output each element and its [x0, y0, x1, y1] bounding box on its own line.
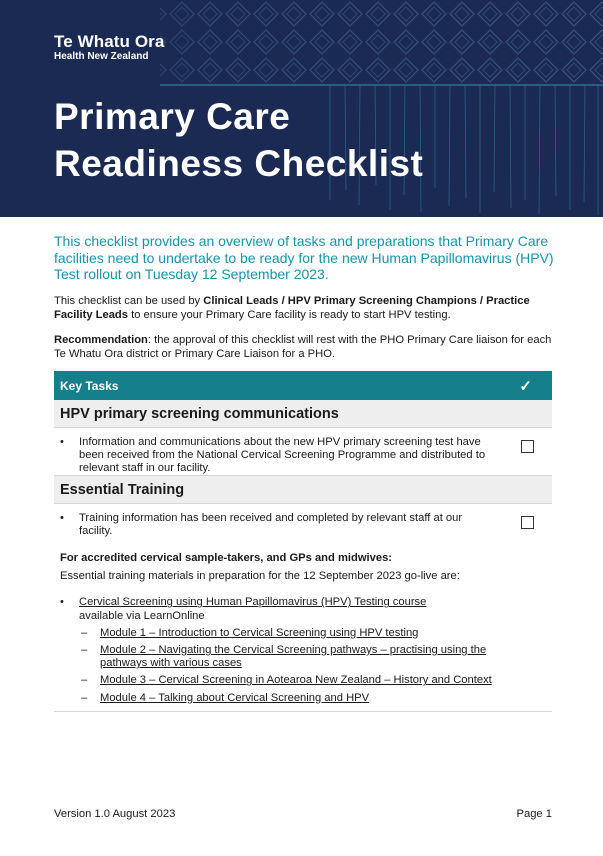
footer-version: Version 1.0 August 2023	[54, 808, 176, 820]
module-link-2[interactable]: Module 2 – Navigating the Cervical Screening pathways – practising using the pathways with various cases	[100, 644, 487, 670]
task-text: • Information and communications about the new HPV primary screening test have been received from the National Cervical Screening Programme and distributed to relevant staff in our facility.	[54, 436, 494, 476]
recommendation-text: : the approval of this checklist will rest with the PHO Primary Care liaison for each Te Whatu Ora district or Primary Care Liaison for a PHO.	[54, 334, 552, 360]
module-item	[54, 644, 494, 670]
header-banner	[0, 0, 603, 217]
table-header	[54, 371, 552, 400]
page-title-line1: Primary Care	[54, 96, 291, 137]
course-item	[54, 596, 494, 622]
course-suffix: available via LearnOnline	[79, 609, 205, 622]
task-checkbox[interactable]	[521, 516, 534, 529]
usage-roles: Clinical Leads / HPV Primary Screening Champions / Practice Facility Leads	[54, 295, 530, 321]
module-link-3[interactable]: Module 3 – Cervical Screening in Aotearoa New Zealand – History and Context	[100, 674, 492, 687]
section-heading: HPV primary screening communications	[54, 400, 552, 428]
task-checkbox[interactable]	[521, 440, 534, 453]
module-link-4[interactable]: Module 4 – Talking about Cervical Screening and HPV	[100, 691, 370, 704]
recommendation-label: Recommendation	[54, 334, 148, 346]
recommendation-paragraph	[54, 333, 554, 361]
usage-suffix: to ensure your Primary Care facility is ready to start HPV testing.	[128, 309, 451, 321]
page-title-line2: Readiness Checklist	[54, 143, 424, 184]
intro-text: This checklist provides an overview of tasks and preparations that Primary Care facilities need to undertake to be ready for the new Human Papillomavirus (HPV) Test rollout on Tuesday 12 September 2023.	[54, 233, 554, 282]
checklist-table	[54, 371, 552, 712]
footer-page-number: Page 1	[516, 808, 552, 820]
check-mark-icon: ✓	[519, 378, 532, 395]
training-subtext: Essential training materials in preparation for the 12 September 2023 go-live are:	[60, 570, 460, 583]
module-link-1[interactable]: Module 1 – Introduction to Cervical Screening using HPV testing	[100, 626, 419, 639]
section-heading: Essential Training	[54, 476, 552, 504]
module-item	[54, 674, 494, 687]
course-link[interactable]: Cervical Screening using Human Papillomavirus (HPV) Testing course	[79, 596, 427, 609]
task-text: • Training information has been received and completed by relevant staff at our facility.	[54, 512, 494, 538]
brand-logo-name: Te Whatu Ora	[54, 32, 165, 51]
table-row	[54, 504, 552, 712]
usage-paragraph	[54, 294, 554, 322]
usage-prefix: This checklist can be used by	[54, 295, 204, 307]
table-row	[54, 428, 552, 476]
training-subheading: For accredited cervical sample-takers, and GPs and midwives:	[60, 552, 393, 565]
table-header-label: Key Tasks	[60, 378, 119, 393]
module-item	[54, 627, 494, 640]
module-item	[54, 692, 494, 705]
brand-logo-subtitle: Health New Zealand	[54, 51, 149, 62]
page-title	[54, 93, 423, 187]
